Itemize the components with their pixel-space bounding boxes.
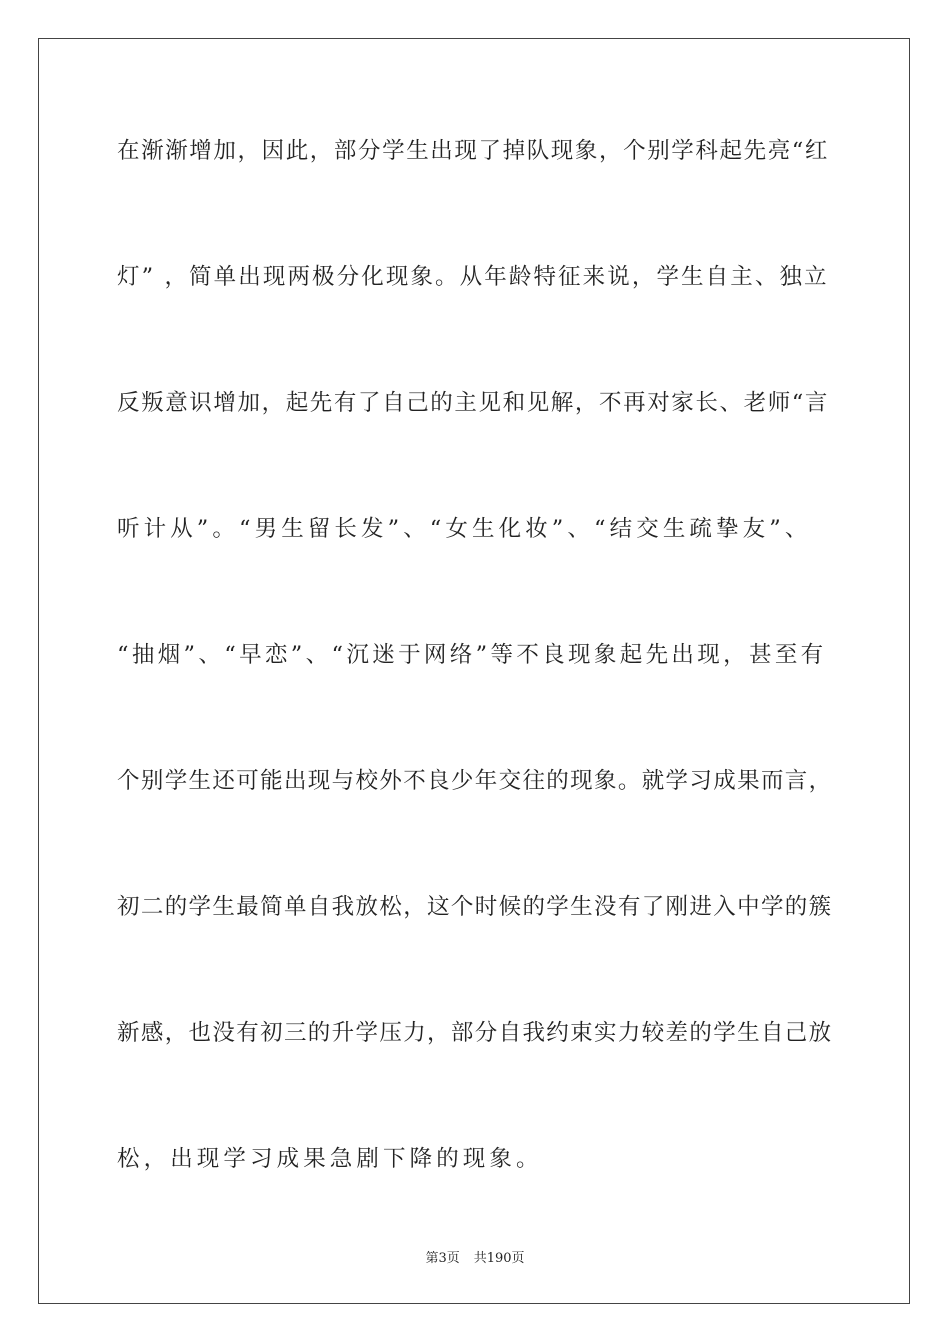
text-line-4: 听计从”。“男生留长发”、“女生化妆”、“结交生疏挚友”、 xyxy=(117,516,812,542)
page-footer xyxy=(0,1247,950,1266)
document-body xyxy=(117,124,833,1258)
text-line-6: 个别学生还可能出现与校外不良少年交往的现象。就学习成果而言， xyxy=(117,768,833,794)
text-line-9: 松，出现学习成果急剧下降的现象。 xyxy=(117,1146,543,1172)
text-line-7: 初二的学生最简单自我放松，这个时候的学生没有了刚进入中学的簇 xyxy=(117,894,833,920)
page-number: 第3页 xyxy=(425,1251,460,1266)
text-line-3: 反叛意识增加，起先有了自己的主见和见解，不再对家长、老师“言 xyxy=(117,390,830,416)
page-total: 共190页 xyxy=(473,1251,525,1266)
text-line-2: 灯” ，简单出现两极分化现象。从年龄特征来说，学生自主、独立 xyxy=(117,264,829,290)
text-line-5: “抽烟”、“早恋”、“沉迷于网络”等不良现象起先出现，甚至有 xyxy=(117,642,827,668)
text-line-1: 在渐渐增加，因此，部分学生出现了掉队现象，个别学科起先亮“红 xyxy=(117,138,830,164)
text-line-8: 新感，也没有初三的升学压力，部分自我约束实力较差的学生自己放 xyxy=(117,1020,833,1046)
